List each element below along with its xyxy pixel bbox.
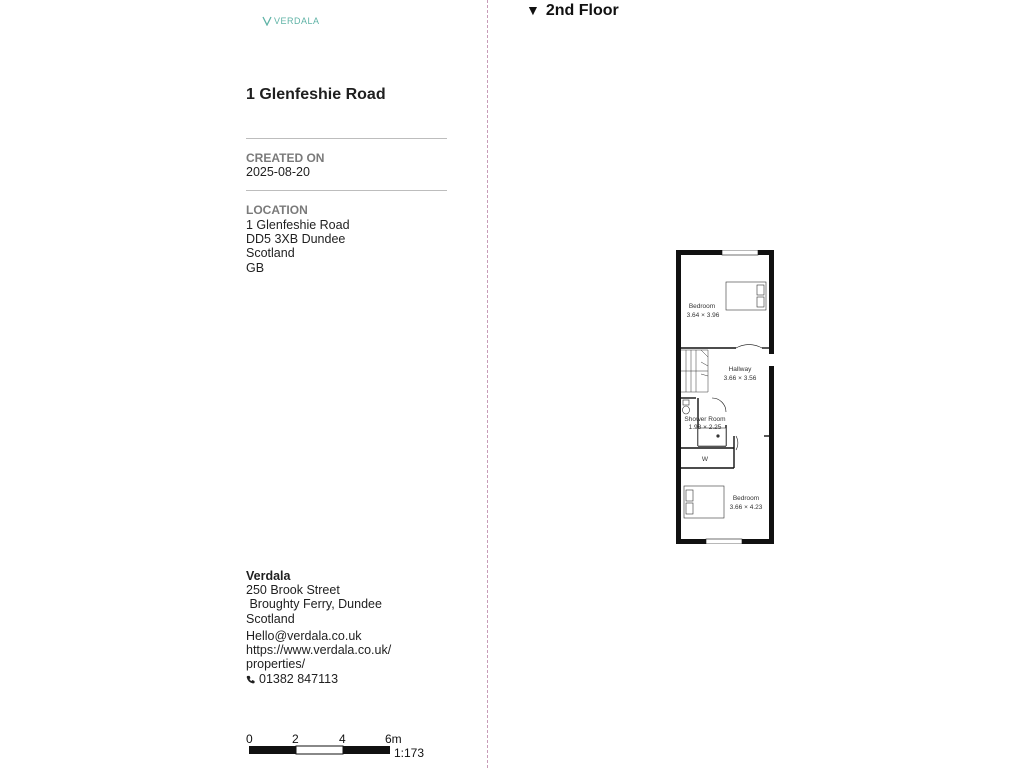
divider-line [246, 138, 447, 139]
toilet [683, 400, 690, 414]
phone-icon [246, 675, 255, 684]
scale-bar [246, 732, 436, 767]
scale-tick-label: 0 [246, 732, 253, 746]
bed [726, 282, 766, 310]
company-logo [262, 16, 320, 26]
room-name: Bedroom [732, 495, 760, 502]
location-line: Scotland [246, 246, 295, 260]
window [706, 539, 742, 544]
scale-segment [296, 746, 343, 754]
room-dims: 1.98 × 2.25 [688, 424, 722, 431]
floor-title [526, 2, 619, 20]
room-name: Hallway [728, 366, 752, 373]
interior-walls [681, 348, 769, 468]
floor-title-text: 2nd Floor [545, 2, 619, 19]
location-line: DD5 3XB Dundee [246, 232, 346, 246]
scale-ratio: 1:173 [394, 746, 425, 760]
location-label: LOCATION [246, 203, 308, 217]
bed [684, 486, 724, 518]
divider-line [246, 190, 447, 191]
scale-segment [343, 746, 390, 754]
floor-plan [676, 250, 776, 549]
location-line: 1 Glenfeshie Road [246, 218, 350, 232]
scale-segment [249, 746, 296, 754]
page-divider [487, 0, 488, 768]
location-line: GB [246, 261, 265, 275]
agent-address-line: 250 Brook Street [246, 583, 340, 597]
window [722, 250, 758, 255]
agent-name: Verdala [246, 569, 291, 583]
agent-website-link[interactable]: properties/ [246, 657, 306, 671]
room-name: W [701, 456, 709, 463]
triangle-down-icon: ▼ [526, 2, 540, 18]
verdala-logo-icon [262, 16, 272, 26]
created-on-label: CREATED ON [246, 151, 325, 165]
room-name: Bedroom [688, 303, 716, 310]
room-dims: 3.64 × 3.96 [686, 312, 720, 319]
agent-email-link[interactable]: Hello@verdala.co.uk [246, 629, 362, 643]
property-title: 1 Glenfeshie Road [246, 86, 386, 103]
room-dims: 3.66 × 3.56 [723, 375, 757, 382]
phone-number: 01382 847113 [259, 672, 339, 686]
scale-tick-label: 6m [385, 732, 402, 746]
room-name: Shower Room [684, 416, 726, 423]
staircase [681, 350, 708, 392]
scale-tick-label: 4 [339, 732, 346, 746]
logo-text: VERDALA [274, 16, 320, 26]
agent-website-link[interactable]: https://www.verdala.co.uk/ [246, 643, 392, 657]
agent-phone[interactable] [246, 672, 338, 687]
agent-address-line: Broughty Ferry, Dundee [246, 597, 382, 611]
room-dims: 3.66 × 4.23 [729, 504, 763, 511]
agent-address-line: Scotland [246, 612, 295, 626]
scale-tick-label: 2 [292, 732, 299, 746]
created-on-value: 2025-08-20 [246, 165, 310, 179]
